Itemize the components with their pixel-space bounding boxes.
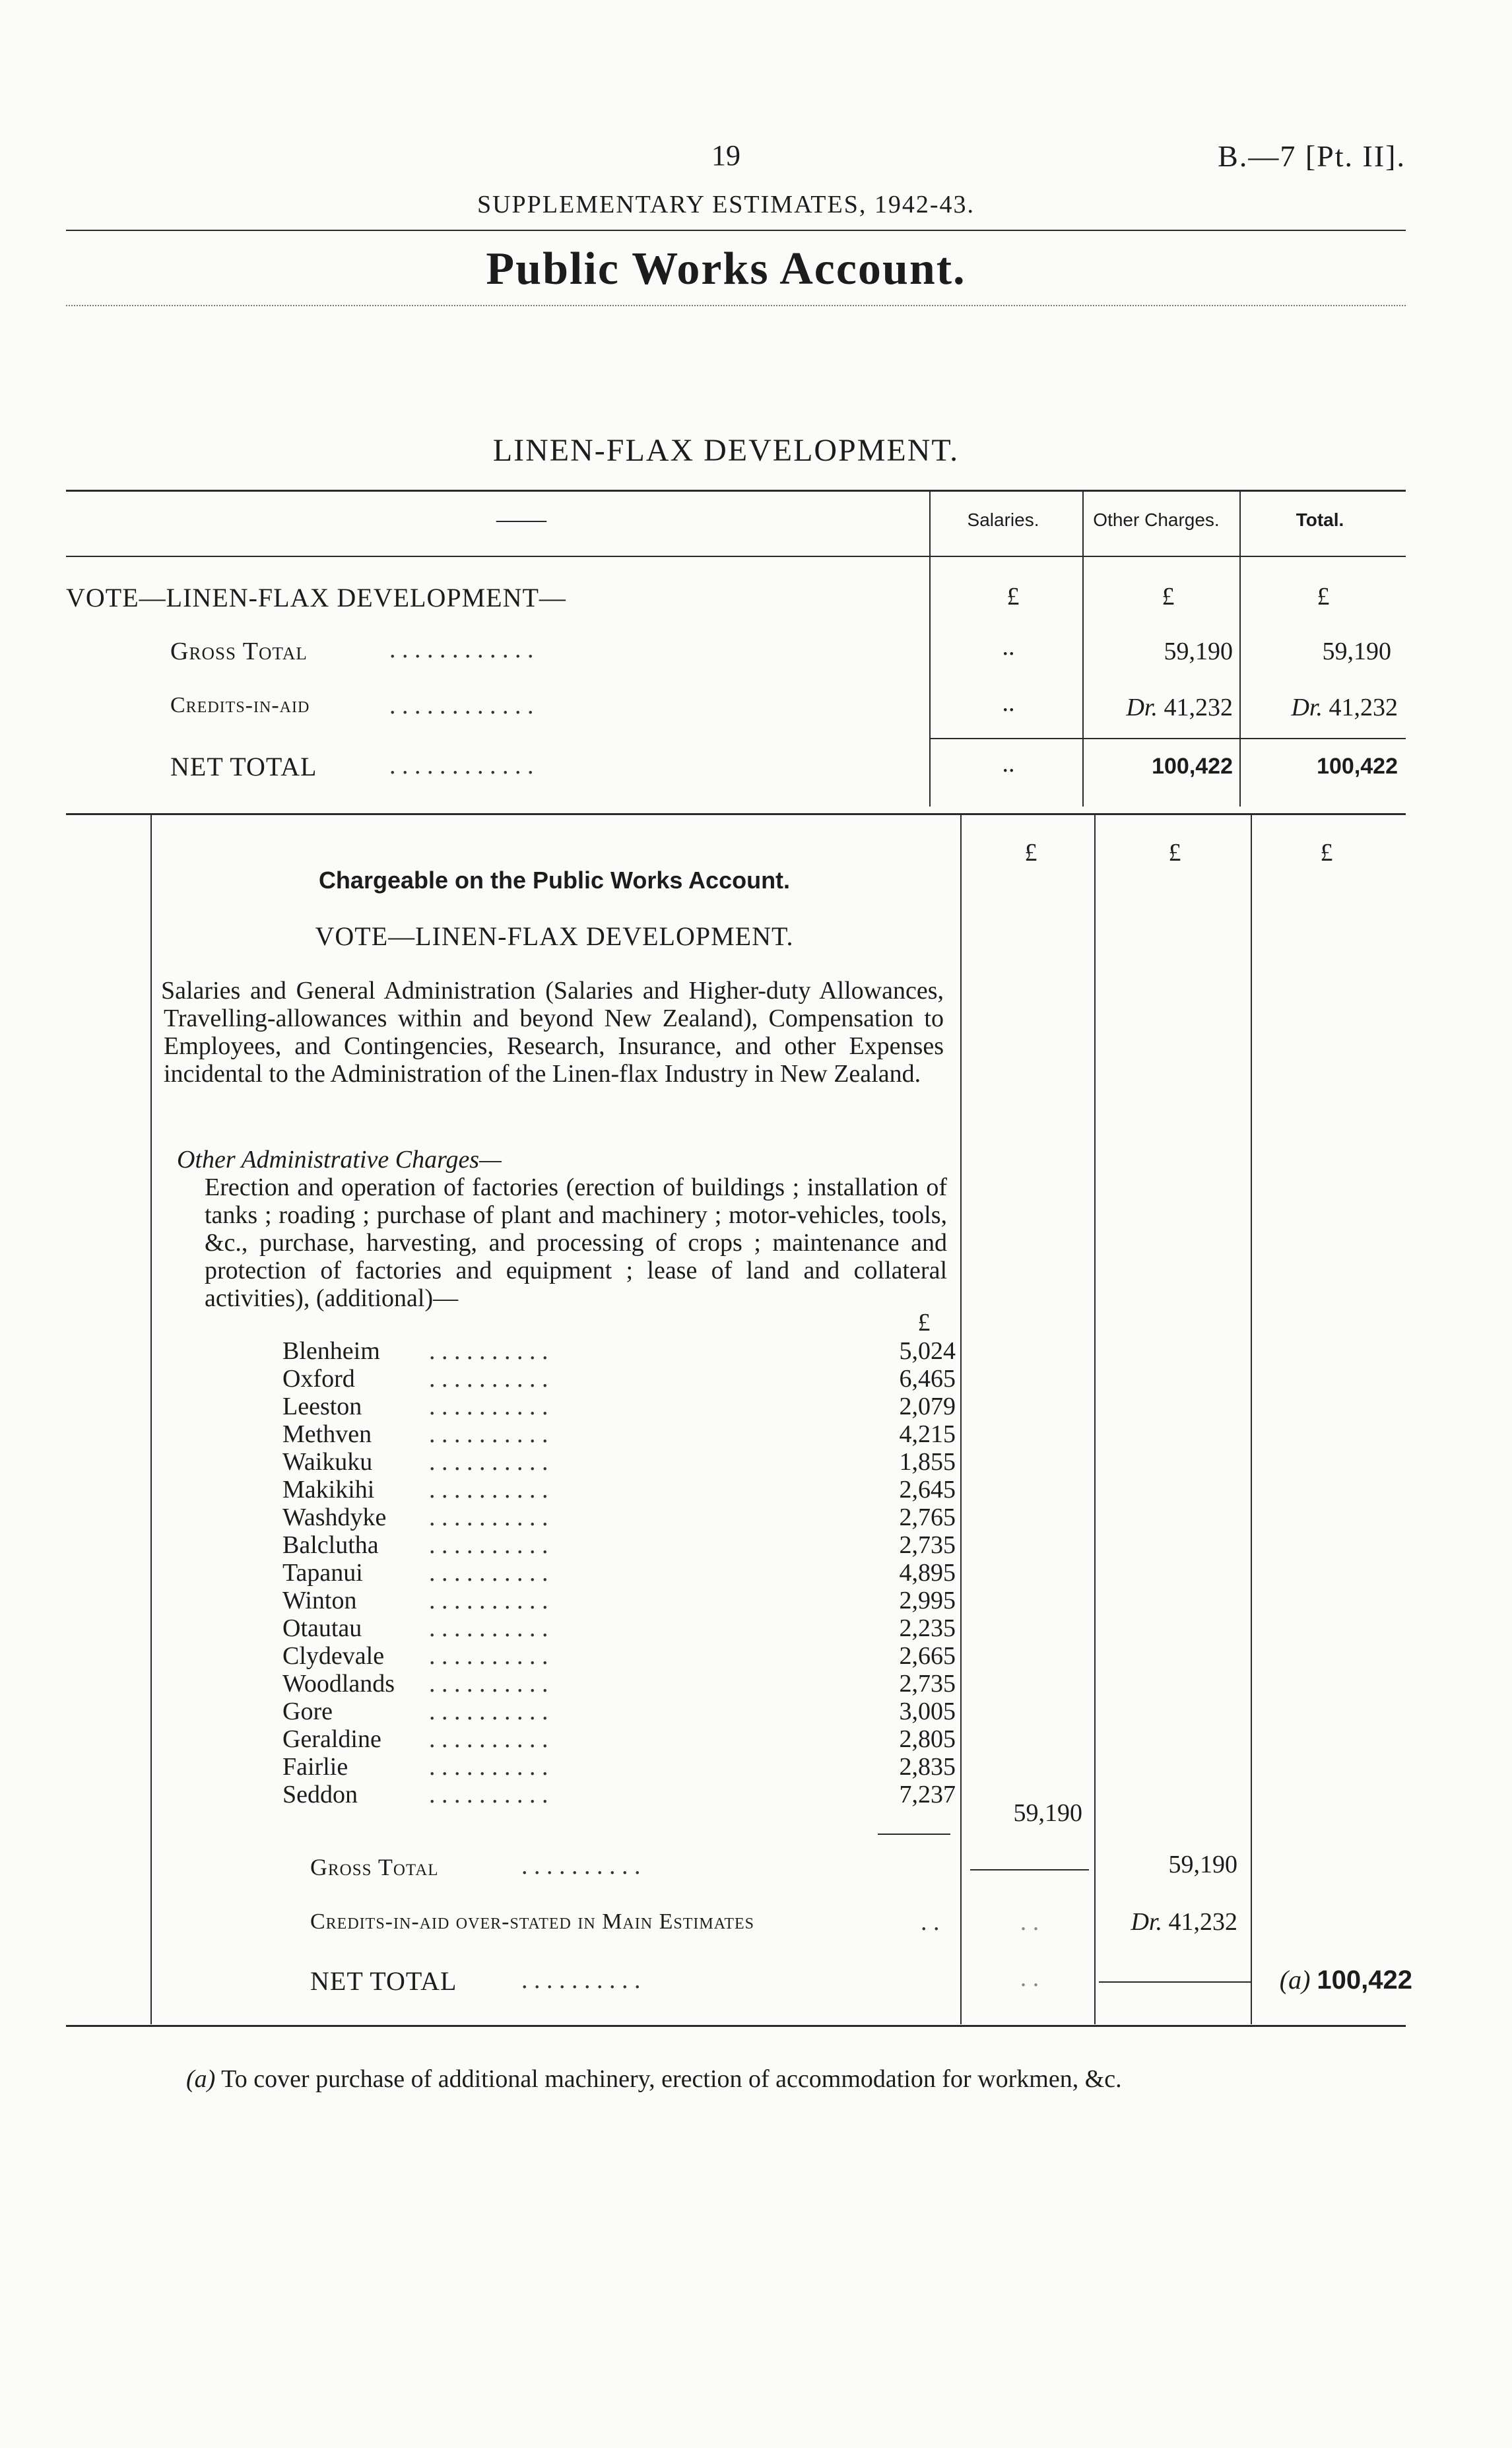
item-name: Gore <box>282 1698 333 1725</box>
item-name: Tapanui <box>282 1559 363 1587</box>
items-currency: £ <box>917 1309 931 1337</box>
item-dots: . . . . . . . . . . <box>429 1448 548 1476</box>
summary-net-total: 100,422 <box>1317 754 1398 779</box>
item-value: 3,005 <box>899 1698 956 1725</box>
item-name: Leeston <box>282 1393 362 1420</box>
summary-credits-other: 41,232 <box>1164 694 1233 721</box>
summary-credits-total: 41,232 <box>1329 694 1398 721</box>
item-name: Otautau <box>282 1614 362 1642</box>
item-name: Makikihi <box>282 1476 375 1504</box>
item-dots: . . . . . . . . . . <box>429 1393 548 1420</box>
detail-net-salaries: . . <box>1020 1964 1039 1992</box>
summary-gross-other: 59,190 <box>1164 638 1233 665</box>
footnote-text: To cover purchase of additional machinery, erection of accommodation for workmen, &c. <box>221 2065 1122 2093</box>
detail-rule-bottom <box>66 2025 1406 2027</box>
salaries-paragraph: Salaries and General Administration (Salaries and Higher-duty Allowances, Travelling-allowances within and beyond New Zealand), Compensation to Employees, and Contingencies, Research, Insurance, and other Expenses incidental to the Administration of the Linen-flax Industry in New Zealand. <box>161 977 944 1088</box>
item-dots: . . . . . . . . . . <box>429 1725 548 1753</box>
item-dots: . . . . . . . . . . <box>429 1614 548 1642</box>
vote-label: VOTE—LINEN-FLAX DEVELOPMENT— <box>66 583 566 612</box>
detail-heading: Chargeable on the Public Works Account. <box>318 867 791 894</box>
summary-gross-dots: . . . . . . . . . . . . <box>389 636 534 663</box>
item-value: 2,765 <box>899 1504 956 1531</box>
item-name: Blenheim <box>282 1337 380 1365</box>
item-value: 2,079 <box>899 1393 956 1420</box>
item-dots: . . . . . . . . . . <box>429 1559 548 1587</box>
summary-credits-salaries: .. <box>1002 689 1015 717</box>
item-dots: . . . . . . . . . . <box>429 1753 548 1781</box>
detail-vote: VOTE—LINEN-FLAX DEVELOPMENT. <box>315 921 794 951</box>
item-name: Geraldine <box>282 1725 381 1753</box>
rule-top <box>66 230 1406 231</box>
currency-salaries: £ <box>1006 583 1020 611</box>
detail-vline-1 <box>960 813 962 2024</box>
item-value: 6,465 <box>899 1365 956 1393</box>
item-name: Clydevale <box>282 1642 385 1670</box>
item-value: 2,805 <box>899 1725 956 1753</box>
detail-gross-label: Gross Total <box>310 1854 439 1880</box>
item-dots: . . . . . . . . . . <box>429 1698 548 1725</box>
other-charges-heading: Other Administrative Charges— <box>177 1146 502 1174</box>
item-name: Fairlie <box>282 1753 348 1781</box>
detail-vline-left <box>150 813 152 2024</box>
footnote-marker: (a) <box>186 2065 216 2093</box>
item-name: Washdyke <box>282 1504 387 1531</box>
summary-net-label: NET TOTAL <box>170 752 317 781</box>
detail-net-rule <box>1099 1981 1251 1983</box>
summary-net-rule <box>929 738 1406 739</box>
detail-subtotal-salaries: 59,190 <box>1013 1799 1082 1827</box>
page-title: Public Works Account. <box>486 244 966 294</box>
item-value: 4,895 <box>899 1559 956 1587</box>
other-charges-paragraph: Erection and operation of factories (erection of buildings ; installation of tanks ; roading ; purchase of plant and machinery ; motor-vehicles, tools, &c., purchase, harvesting, and processing of crops ; maintenance and protection of factories and equipment ; lease of land and collateral activities), (additional)— <box>205 1174 947 1312</box>
item-value: 4,215 <box>899 1420 956 1448</box>
item-dots: . . . . . . . . . . <box>429 1476 548 1504</box>
summary-gross-label: Gross Total <box>170 638 308 665</box>
detail-vline-3 <box>1251 813 1252 2024</box>
item-value: 2,645 <box>899 1476 956 1504</box>
detail-currency-total: £ <box>1320 839 1333 867</box>
item-name: Woodlands <box>282 1670 395 1698</box>
item-value: 2,665 <box>899 1642 956 1670</box>
item-dots: . . . . . . . . . . <box>429 1642 548 1670</box>
detail-credits-label: Credits-in-aid over-stated in Main Estimates <box>310 1909 755 1934</box>
item-value: 2,235 <box>899 1614 956 1642</box>
item-value: 2,835 <box>899 1753 956 1781</box>
detail-currency-other: £ <box>1168 839 1181 867</box>
item-dots: . . . . . . . . . . <box>429 1531 548 1559</box>
summary-net-other: 100,422 <box>1152 754 1233 779</box>
detail-net-label: NET TOTAL <box>310 1966 457 1996</box>
item-value: 7,237 <box>899 1781 956 1808</box>
rule-under-title <box>66 305 1406 306</box>
summary-credits-dots: . . . . . . . . . . . . <box>389 692 534 719</box>
document-reference: B.—7 [Pt. II]. <box>1218 139 1406 173</box>
item-dots: . . . . . . . . . . <box>429 1504 548 1531</box>
detail-net-total-prefix: (a) <box>1279 1965 1311 1995</box>
detail-credits-dots: . . <box>921 1908 940 1936</box>
currency-other: £ <box>1162 583 1175 611</box>
item-value: 1,855 <box>899 1448 956 1476</box>
item-name: Balclutha <box>282 1531 379 1559</box>
item-name: Winton <box>282 1587 357 1614</box>
section-title: LINEN-FLAX DEVELOPMENT. <box>492 433 960 468</box>
page-subtitle: SUPPLEMENTARY ESTIMATES, 1942-43. <box>477 191 975 218</box>
detail-gross-other: 59,190 <box>1168 1851 1237 1878</box>
detail-net-total: 100,422 <box>1317 1966 1412 1995</box>
col-header-salaries: Salaries. <box>967 510 1039 530</box>
detail-gross-rule <box>970 1869 1089 1870</box>
stub-dash: —— <box>496 506 546 533</box>
page-number: 19 <box>711 139 740 172</box>
currency-total: £ <box>1317 583 1330 611</box>
detail-vline-2 <box>1094 813 1096 2024</box>
item-value: 2,995 <box>899 1587 956 1614</box>
item-dots: . . . . . . . . . . <box>429 1337 548 1365</box>
summary-credits-other-prefix: Dr. <box>1126 694 1158 721</box>
item-dots: . . . . . . . . . . <box>429 1781 548 1808</box>
summary-gross-salaries: .. <box>1002 633 1015 661</box>
item-name: Seddon <box>282 1781 358 1808</box>
summary-rule-top <box>66 490 1406 492</box>
item-dots: . . . . . . . . . . <box>429 1420 548 1448</box>
detail-net-dots: . . . . . . . . . . <box>521 1966 641 1994</box>
items-subtotal-rule <box>878 1834 950 1835</box>
summary-vline-3 <box>1239 490 1241 807</box>
detail-gross-dots: . . . . . . . . . . <box>521 1852 641 1880</box>
col-header-total: Total. <box>1296 510 1344 530</box>
summary-credits-total-prefix: Dr. <box>1291 694 1323 721</box>
item-dots: . . . . . . . . . . <box>429 1365 548 1393</box>
item-name: Waikuku <box>282 1448 373 1476</box>
summary-vline-1 <box>929 490 931 807</box>
item-name: Oxford <box>282 1365 355 1393</box>
summary-net-dots: . . . . . . . . . . . . <box>389 752 534 779</box>
item-name: Methven <box>282 1420 372 1448</box>
summary-rule-bottom <box>66 813 1406 815</box>
detail-credits-other-prefix: Dr. <box>1131 1908 1162 1936</box>
summary-net-salaries: .. <box>1002 750 1015 777</box>
detail-credits-other: 41,232 <box>1168 1908 1237 1936</box>
item-dots: . . . . . . . . . . <box>429 1587 548 1614</box>
summary-gross-total: 59,190 <box>1322 638 1391 665</box>
detail-credits-salaries: . . <box>1020 1908 1039 1936</box>
item-value: 5,024 <box>899 1337 956 1365</box>
col-header-other-charges: Other Charges. <box>1093 510 1220 530</box>
summary-vline-2 <box>1082 490 1084 807</box>
item-value: 2,735 <box>899 1670 956 1698</box>
item-dots: . . . . . . . . . . <box>429 1670 548 1698</box>
detail-currency-salaries: £ <box>1024 839 1037 867</box>
item-value: 2,735 <box>899 1531 956 1559</box>
summary-credits-label: Credits-in-aid <box>170 693 310 717</box>
summary-rule-head <box>66 556 1406 557</box>
